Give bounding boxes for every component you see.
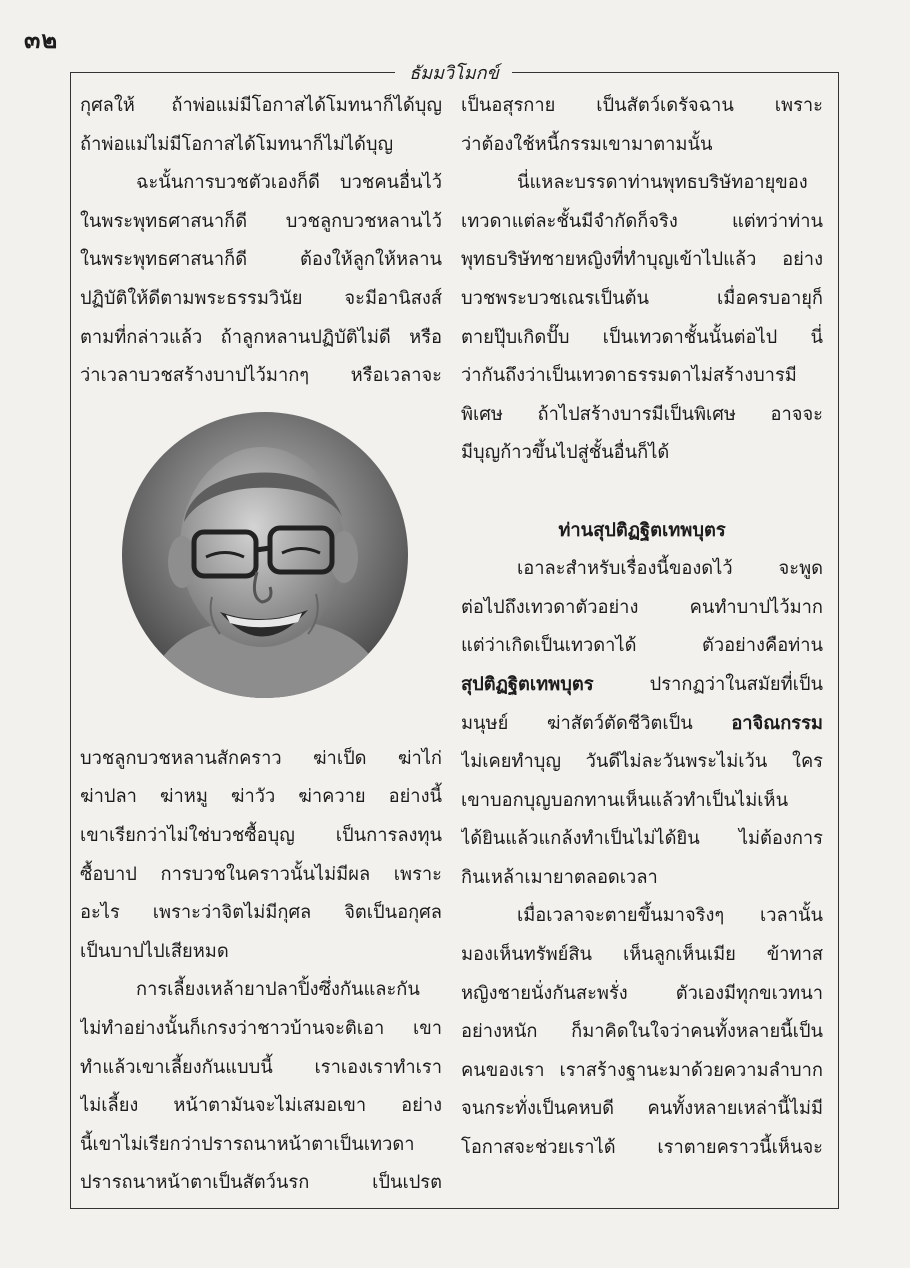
- text-line: บวชพระบวชเณรเป็นต้น เมื่อครบอายุก็: [461, 287, 823, 309]
- text-line: อย่างหนัก ก็มาคิดในใจว่าคนทั้งหลายนี้เป็น: [461, 1021, 823, 1043]
- text-line: ว่าต้องใช้หนี้กรรมเขามาตามนั้น: [461, 133, 713, 155]
- name-line-rest: ปรากฏว่าในสมัยที่เป็น: [593, 673, 823, 695]
- text-line: ซื้อบาป การบวชในคราวนั้นไม่มีผล เพราะ: [80, 863, 442, 885]
- frame-border-bottom: [70, 1208, 839, 1209]
- text-line: คนของเรา เราสร้างฐานะมาด้วยความลำบาก: [461, 1059, 823, 1081]
- portrait-photo-area: [80, 406, 442, 726]
- text-line: ตามที่กล่าวแล้ว ถ้าลูกหลานปฏิบัติไม่ดี หรือ: [80, 326, 442, 348]
- text-line: เป็นบาปไปเสียหมด: [80, 940, 229, 962]
- text-line: มองเห็นทรัพย์สิน เห็นลูกเห็นเมีย ข้าทาส: [461, 944, 823, 966]
- paragraph-start-line: นี่แหละบรรดาท่านพุทธบริษัทอายุของ: [517, 172, 808, 194]
- paragraph-start-line: ฉะนั้นการบวชตัวเองก็ดี บวชคนอื่นไว้: [136, 172, 442, 194]
- text-line: กินเหล้าเมายาตลอดเวลา: [461, 866, 658, 888]
- text-line: ไม่เคยทำบุญ วันดีไม่ละวันพระไม่เว้น ใคร: [461, 751, 823, 773]
- text-line: จนกระทั่งเป็นคหบดี คนทั้งหลายเหล่านี้ไม่มี: [461, 1098, 823, 1120]
- left-text-column: [80, 87, 442, 1203]
- monk-portrait-photo: [122, 412, 408, 698]
- frame-border-right: [838, 72, 839, 1208]
- text-line: ถ้าพ่อแม่ไม่มีโอกาสได้โมทนาก็ไม่ได้บุญ: [80, 133, 394, 155]
- text-line: มีบุญก้าวขึ้นไปสู่ชั้นอื่นก็ได้: [461, 442, 670, 464]
- text-line: ปฏิบัติให้ดีตามพระธรรมวินัย จะมีอานิสงส์: [80, 287, 442, 309]
- text-line: ฆ่าปลา ฆ่าหมู ฆ่าวัว ฆ่าควาย อย่างนี้: [80, 786, 442, 808]
- text-line: ต่อไปถึงเทวดาตัวอย่าง คนทำบาปไว้มาก: [461, 596, 823, 618]
- frame-border-left: [70, 72, 71, 1208]
- text-line: นี้เขาไม่เรียกว่าปรารถนาหน้าตาเป็นเทวดา: [80, 1133, 415, 1155]
- header-rule-left: [70, 72, 395, 73]
- text-line: อะไร เพราะว่าจิตไม่มีกุศล จิตเป็นอกุศล: [80, 902, 442, 924]
- text-line-with-bold-name: [461, 666, 823, 705]
- text-line: ปรารถนาหน้าตาเป็นสัตว์นรก เป็นเปรต: [80, 1172, 442, 1194]
- text-line: ไม่ทำอย่างนั้นก็เกรงว่าชาวบ้านจะติเอา เขา: [80, 1017, 442, 1039]
- text-line: กุศลให้ ถ้าพ่อแม่มีโอกาสได้โมทนาก็ได้บุญ: [80, 95, 442, 116]
- text-line: ได้ยินแล้วแกล้งทำเป็นไม่ได้ยิน ไม่ต้องการ: [461, 828, 823, 850]
- text-line: เขาบอกบุญบอกทานเห็นแล้วทำเป็นไม่เห็น: [461, 789, 789, 811]
- bold-term: อาจิณกรรม: [731, 712, 823, 734]
- mid-line-start: มนุษย์ ฆ่าสัตว์ตัดชีวิตเป็น: [461, 712, 732, 734]
- text-line: ในพระพุทธศาสนาก็ดี ต้องให้ลูกให้หลาน: [80, 249, 442, 271]
- text-line-with-bold-term: [461, 705, 823, 744]
- right-text-column: [461, 87, 823, 1168]
- page-number: ๓๒: [24, 25, 59, 54]
- text-line: แต่ว่าเกิดเป็นเทวดาได้ ตัวอย่างคือท่าน: [461, 635, 823, 657]
- text-line: โอกาสจะช่วยเราได้ เราตายคราวนี้เห็นจะ: [461, 1137, 823, 1159]
- text-line: บวชลูกบวชหลานสักคราว ฆ่าเป็ด ฆ่าไก่: [80, 747, 442, 769]
- paragraph-start-line: เมื่อเวลาจะตายขึ้นมาจริงๆ เวลานั้น: [517, 905, 823, 927]
- bold-name: สุปติฏฐิตเทพบุตร: [461, 673, 594, 695]
- text-line: พุทธบริษัทชายหญิงที่ทำบุญเข้าไปแล้ว อย่าง: [461, 249, 823, 271]
- text-line: ว่ากันถึงว่าเป็นเทวดาธรรมดาไม่สร้างบารมี: [461, 365, 797, 387]
- running-header-title: ธัมมวิโมกข์: [409, 63, 499, 84]
- text-line: ไม่เลี้ยง หน้าตามันจะไม่เสมอเขา อย่าง: [80, 1095, 442, 1117]
- text-line: เขาเรียกว่าไม่ใช่บวชซื้อบุญ เป็นการลงทุน: [80, 824, 442, 846]
- text-line: เทวดาแต่ละชั้นมีจำกัดก็จริง แต่ทว่าท่าน: [461, 210, 823, 232]
- section-heading: ท่านสุปติฏฐิตเทพบุตร: [558, 519, 726, 541]
- text-line: เป็นอสุรกาย เป็นสัตว์เดรัจฉาน เพราะ: [461, 95, 823, 116]
- text-line: หญิงชายนั่งกันสะพรั่ง ตัวเองมีทุกขเวทนา: [461, 982, 823, 1004]
- text-line: ทำแล้วเขาเลี้ยงกันแบบนี้ เราเองเราทำเรา: [80, 1056, 442, 1078]
- header-rule-right: [512, 72, 838, 73]
- text-line: ในพระพุทธศาสนาก็ดี บวชลูกบวชหลานไว้: [80, 210, 442, 232]
- paragraph-start-line: เอาละสำหรับเรื่องนี้ของดไว้ จะพูด: [517, 558, 823, 580]
- blank-line: [461, 473, 823, 512]
- text-line: ตายปุ๊บเกิดปั๊บ เป็นเทวดาชั้นนั้นต่อไป นี่: [461, 326, 823, 348]
- text-line: ว่าเวลาบวชสร้างบาปไว้มากๆ หรือเวลาจะ: [80, 365, 442, 387]
- text-line: พิเศษ ถ้าไปสร้างบารมีเป็นพิเศษ อาจจะ: [461, 403, 823, 425]
- paragraph-start-line: การเลี้ยงเหล้ายาปลาปิ้งซึ่งกันและกัน: [136, 979, 420, 1001]
